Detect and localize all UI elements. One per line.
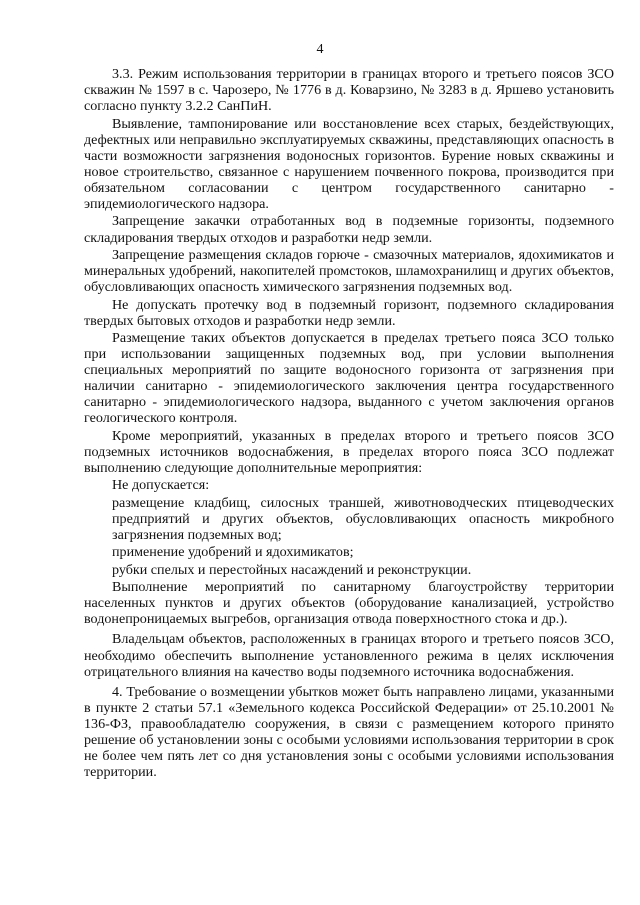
paragraph-not-allowed: Не допускается: — [112, 477, 210, 494]
paragraph-additional-measures: Кроме мероприятий, указанных в пределах второго и третьего поясов ЗСО подземных источников водоснабжения, в пределах второго пояса ЗСО подлежат выполнению следующие дополнительные мероприятия: — [84, 427, 614, 477]
document-body — [84, 66, 614, 782]
list-item-logging: рубки спелых и перестойных насаждений и реконструкции. — [112, 561, 472, 578]
paragraph-placement-conditions: Размещение таких объектов допускается в пределах третьего пояса ЗСО только при использовании защищенных подземных вод, при условии выполнения специальных мероприятий по защите водоносного горизонта от загрязнения при наличии санитарно - эпидемиологического заключения центра государственного санитарно - эпидемиологического надзора, выданного с учетом заключения органов геологического контроля. — [84, 329, 614, 427]
paragraph-storage-ban: Запрещение размещения складов горюче - смазочных материалов, ядохимикатов и минеральных удобрений, накопителей промстоков, шламохранилищ и других объектов, обусловливающих опасность химического загрязнения подземных вод. — [84, 246, 614, 296]
list-item-cemeteries: размещение кладбищ, силосных траншей, животноводческих птицеводческих предприятий и других объектов, обусловливающих опасность микробного загрязнения подземных вод; — [112, 494, 614, 543]
paragraph-owners-duty: Владельцам объектов, расположенных в границах второго и третьего поясов ЗСО, необходимо обеспечить выполнение установленного режима в целях исключения отрицательного влияния на качество воды подземного источника водоснабжения. — [84, 631, 614, 680]
paragraph-sanitary-improvement: Выполнение мероприятий по санитарному благоустройству территории населенных пунктов и других объектов (оборудование канализацией, устройство водонепроницаемых выгребов, организация отвода поверхностного стока и др.). — [84, 579, 614, 628]
paragraph-wells-detection: Выявление, тампонирование или восстановление всех старых, бездействующих, дефектных или неправильно эксплуатируемых скважины, представляющих опасность в части возможности загрязнения водоносных горизонтов. Бурение новых скважины и новое строительство, связанное с нарушением почвенного покрова, производится при обязательном согласовании с центром государственного санитарно - эпидемиологического надзора. — [84, 115, 614, 213]
page-number: 4 — [316, 42, 324, 57]
paragraph-injection-ban: Запрещение закачки отработанных вод в подземные горизонты, подземного складирования твердых отходов и разработки недр земли. — [84, 213, 614, 246]
paragraph-leak-ban: Не допускать протечку вод в подземный горизонт, подземного складирования твердых бытовых отходов и разработки недр земли. — [84, 296, 614, 329]
list-item-fertilizers: применение удобрений и ядохимикатов; — [112, 544, 354, 561]
paragraph-4-compensation: 4. Требование о возмещении убытков может быть направлено лицами, указанными в пункте 2 статьи 57.1 «Земельного кодекса Российской Федерации» от 25.10.2001 № 136-ФЗ, правообладателю сооружения, в связи с размещением которого принято решение об установлении зоны с особыми условиями использования территории в срок не более чем пять лет со дня установления зоны с особыми условиями использования территории. — [84, 683, 614, 781]
paragraph-3-3: 3.3. Режим использования территории в границах второго и третьего поясов ЗСО скважин № 1597 в с. Чарозеро, № 1776 в д. Коварзино, № 3283 в д. Яршево установить согласно пункту 3.2.2 СанПиН. — [84, 66, 614, 115]
